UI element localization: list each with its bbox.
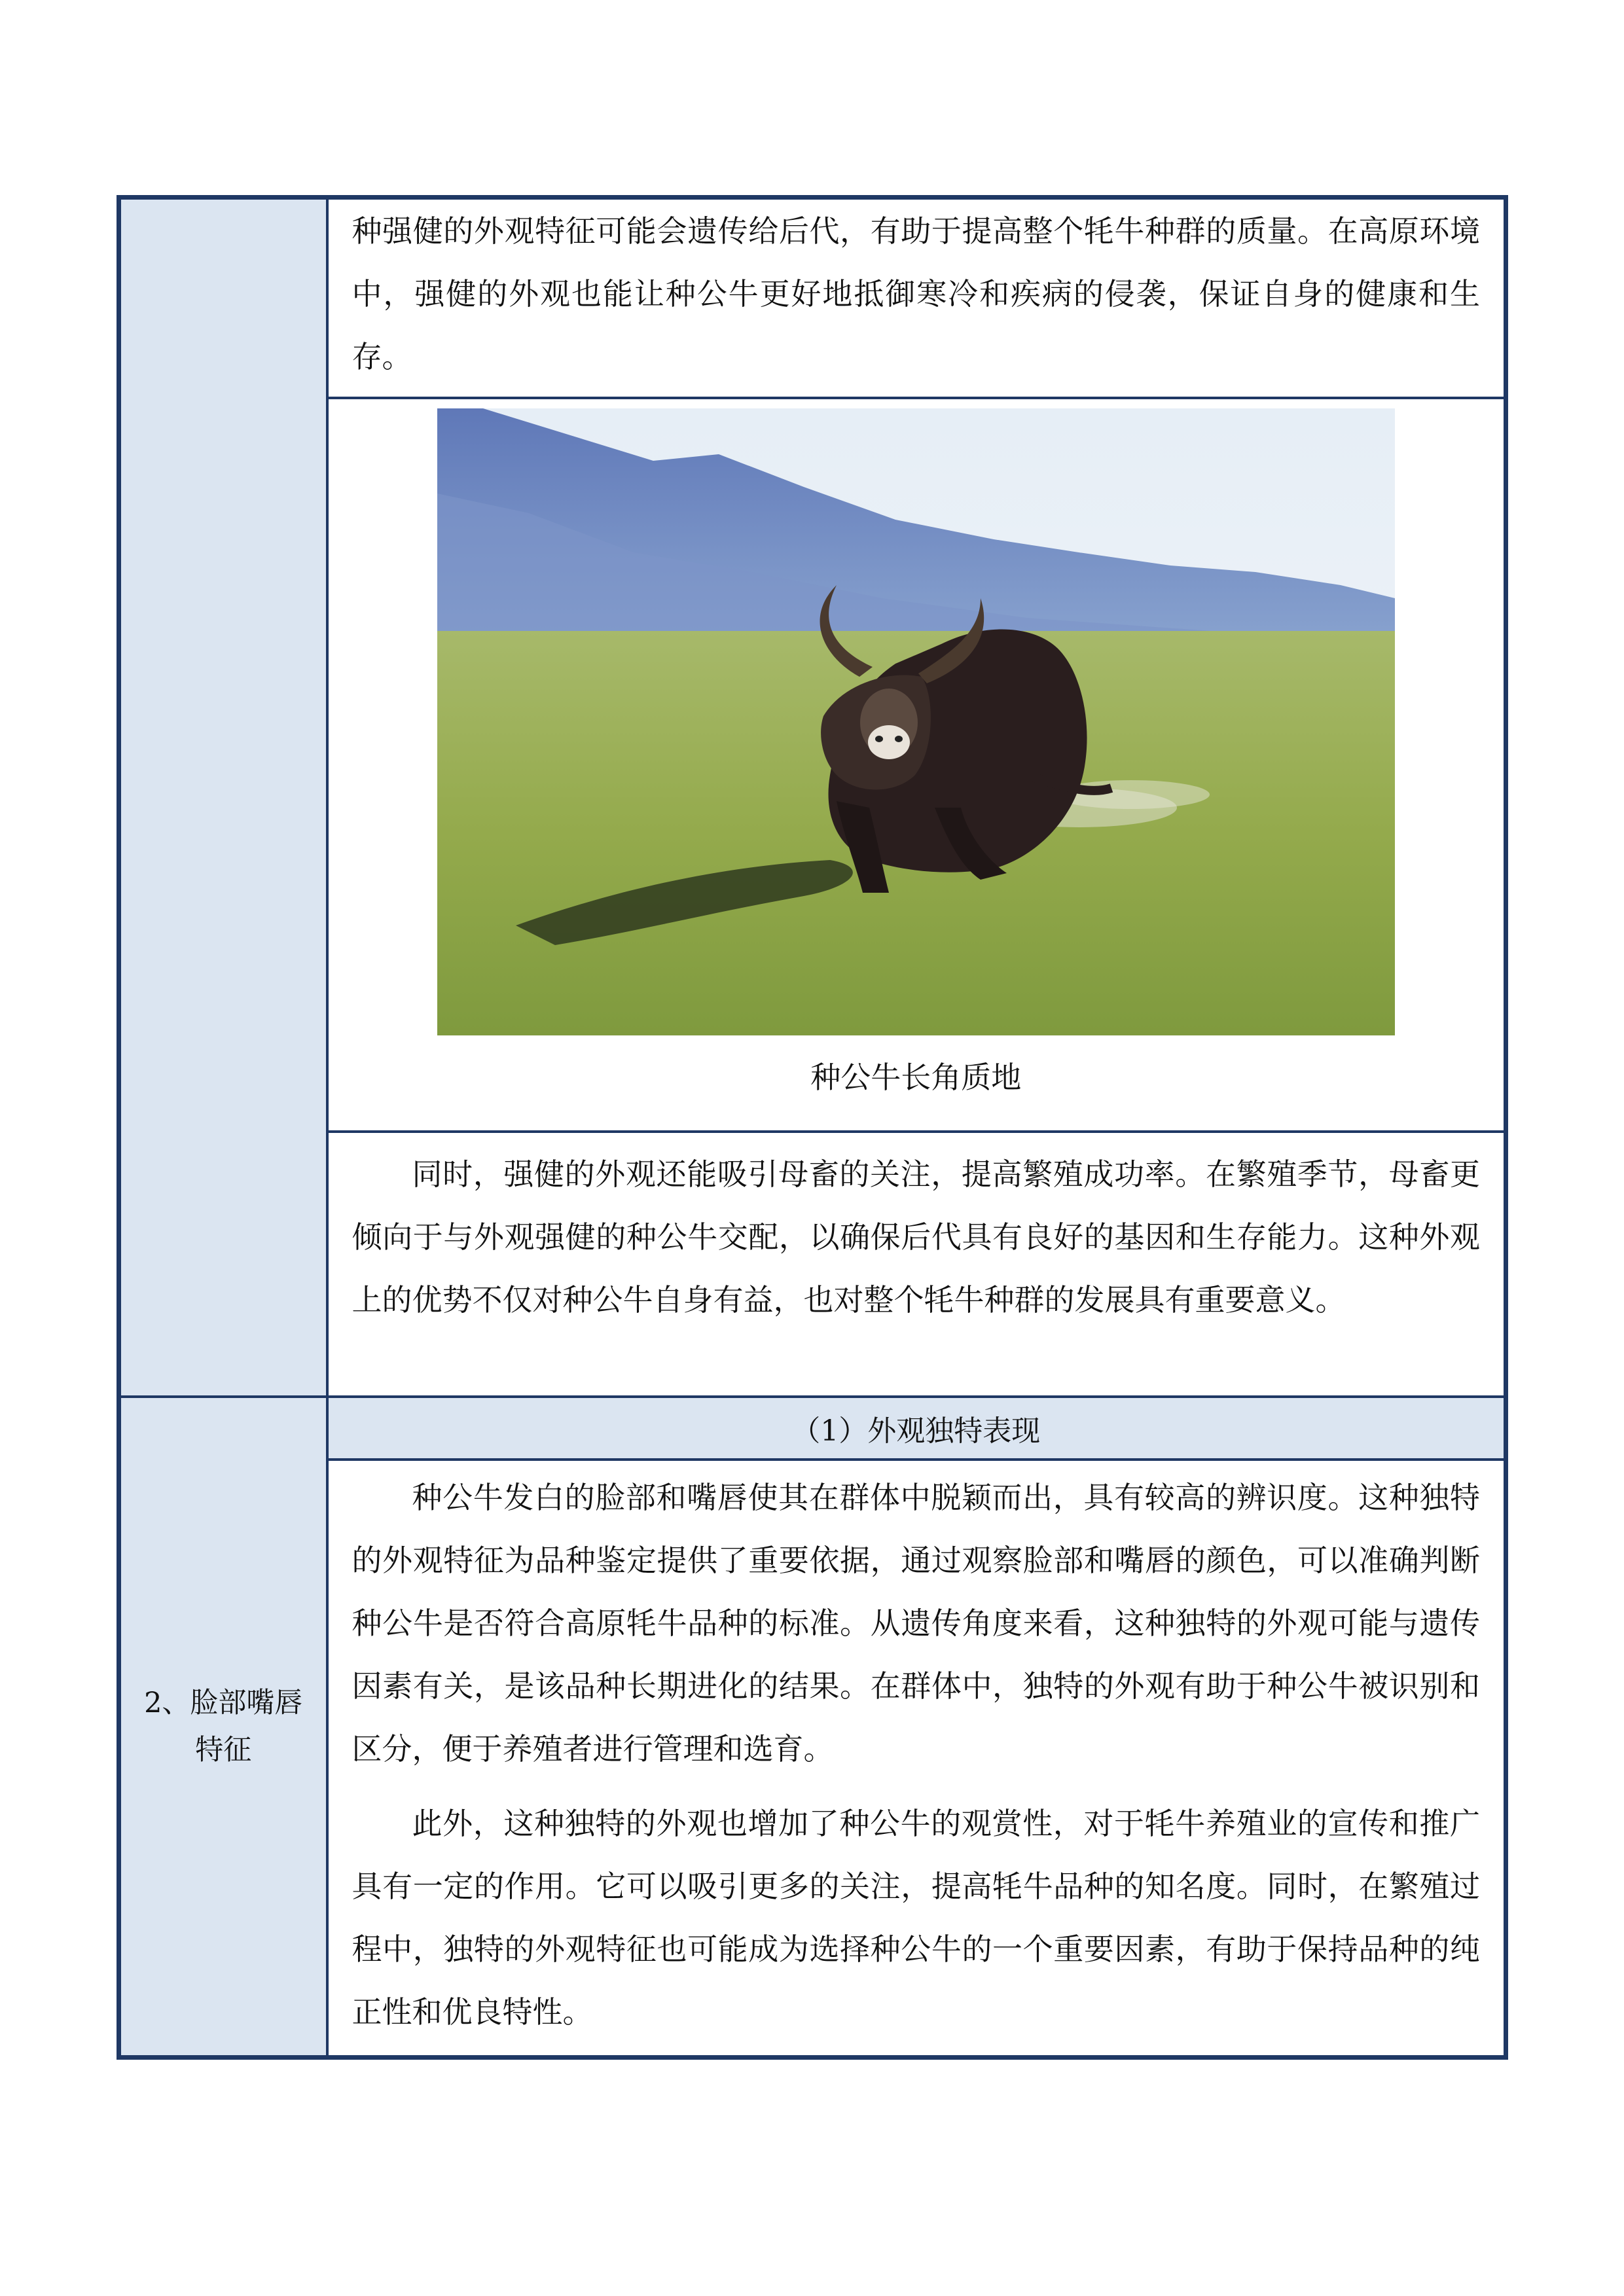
section1-image-cell	[327, 398, 1506, 1132]
section1-paragraph-continued: 种强健的外观特征可能会遗传给后代，有助于提高整个牦牛种群的质量。在高原环境中，强健的外观也能让种公牛更好地抵御寒冷和疾病的侵袭，保证自身的健康和生存。	[352, 213, 1480, 374]
section1-text-cell-top	[327, 198, 1506, 398]
section2-subheading: （1）外观独特表现	[327, 1397, 1506, 1460]
section2-text-cell	[327, 1460, 1506, 2058]
section1-label-cell	[119, 198, 327, 1397]
image-caption: 种公牛长角质地	[810, 1059, 1022, 1095]
section2-paragraph-1: 种公牛发白的脸部和嘴唇使其在群体中脱颖而出，具有较高的辨识度。这种独特的外观特征为品种鉴定提供了重要依据，通过观察脸部和嘴唇的颜色，可以准确判断种公牛是否符合高原牦牛品种的标准。从遗传角度来看，这种独特的外观可能与遗传因素有关，是该品种长期进化的结果。在群体中，独特的外观有助于种公牛被识别和区分，便于养殖者进行管理和选育。	[352, 1479, 1480, 1767]
yak-photo	[437, 408, 1395, 1035]
section1-paragraph-2: 同时，强健的外观还能吸引母畜的关注，提高繁殖成功率。在繁殖季节，母畜更倾向于与外观强健的种公牛交配，以确保后代具有良好的基因和生存能力。这种外观上的优势不仅对种公牛自身有益，也对整个牦牛种群的发展具有重要意义。	[352, 1156, 1480, 1318]
section2-label-cell	[119, 1397, 327, 2058]
section2-label: 2、脸部嘴唇特征	[144, 1686, 303, 1767]
section2-paragraph-2: 此外，这种独特的外观也增加了种公牛的观赏性，对于牦牛养殖业的宣传和推广具有一定的作用。它可以吸引更多的关注，提高牦牛品种的知名度。同时，在繁殖过程中，独特的外观特征也可能成为选择种公牛的一个重要因素，有助于保持品种的纯正性和优良特性。	[352, 1805, 1480, 2030]
content-table	[117, 195, 1508, 2060]
section1-text-cell-mid	[327, 1132, 1506, 1397]
